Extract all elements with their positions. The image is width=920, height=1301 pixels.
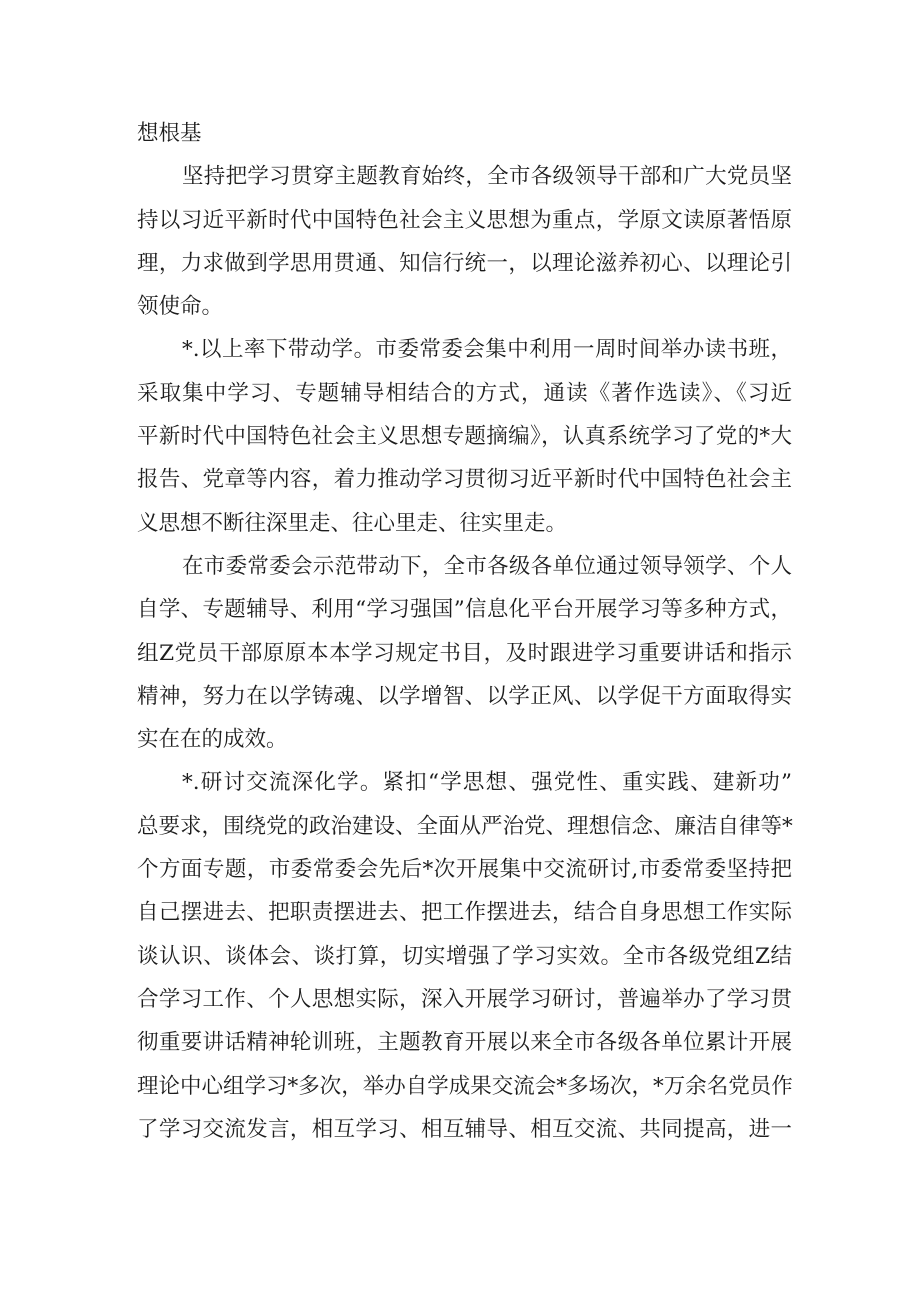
paragraph-study-principle	[137, 155, 792, 328]
paragraph-seminar-exchange	[137, 761, 792, 1151]
text-line: 想根基	[137, 121, 202, 146]
text-line: 理，力求做到学思用贯通、知信行统一，以理论滋养初心、以理论引	[137, 250, 792, 276]
text-line: 自学、专题辅导、利用“学习强国”信息化平台开展学习等多种方式，	[137, 597, 792, 623]
text-line: 持以习近平新时代中国特色社会主义思想为重点，学原文读原著悟原	[137, 207, 792, 233]
text-line: 采取集中学习、专题辅导相结合的方式，通读《著作选读》、《习近	[137, 380, 792, 406]
text-line: 个方面专题，市委常委会先后*次开展集中交流研讨,市委常委坚持把	[137, 857, 792, 883]
text-line: 了学习交流发言，相互学习、相互辅导、相互交流、共同提高，进一	[137, 1116, 792, 1142]
text-line: 实在在的成效。	[137, 727, 288, 753]
text-line: 领使命。	[137, 294, 224, 320]
text-line: 自己摆进去、把职责摆进去、把工作摆进去，结合自身思想工作实际	[137, 900, 792, 926]
text-line: 义思想不断往深里走、往心里走、往实里走。	[137, 510, 568, 536]
paragraph-demonstration	[137, 545, 792, 761]
text-line: 平新时代中国特色社会主义思想专题摘编》，认真系统学习了党的*大	[137, 424, 792, 450]
text-line: 总要求，围绕党的政治建设、全面从严治党、理想信念、廉洁自律等*	[137, 813, 793, 839]
text-line: 理论中心组学习*多次，举办自学成果交流会*多场次，*万余名党员作	[137, 1073, 793, 1099]
text-line: *.研讨交流深化学。紧扣“学思想、强党性、重实践、建新功”	[182, 770, 792, 796]
paragraph-lead-by-example	[137, 328, 792, 544]
text-line: 报告、党章等内容，着力推动学习贯彻习近平新时代中国特色社会主	[137, 467, 792, 493]
text-line: 精神，努力在以学铸魂、以学增智、以学正风、以学促干方面取得实	[137, 683, 792, 709]
text-line: 组Z党员干部原原本本学习规定书目，及时跟进学习重要讲话和指示	[137, 640, 792, 666]
text-line: *.以上率下带动学。市委常委会集中利用一周时间举办读书班，	[182, 337, 792, 363]
text-line: 在市委常委会示范带动下，全市各级各单位通过领导领学、个人	[182, 553, 792, 579]
paragraph-heading-fragment	[137, 112, 792, 155]
document-body	[137, 112, 792, 1151]
text-line: 彻重要讲话精神轮训班，主题教育开展以来全市各级各单位累计开展	[137, 1030, 792, 1056]
text-line: 坚持把学习贯穿主题教育始终，全市各级领导干部和广大党员坚	[182, 164, 792, 190]
text-line: 谈认识、谈体会、谈打算，切实增强了学习实效。全市各级党组Z结	[137, 943, 792, 969]
text-line: 合学习工作、个人思想实际，深入开展学习研讨，普遍举办了学习贯	[137, 986, 792, 1012]
